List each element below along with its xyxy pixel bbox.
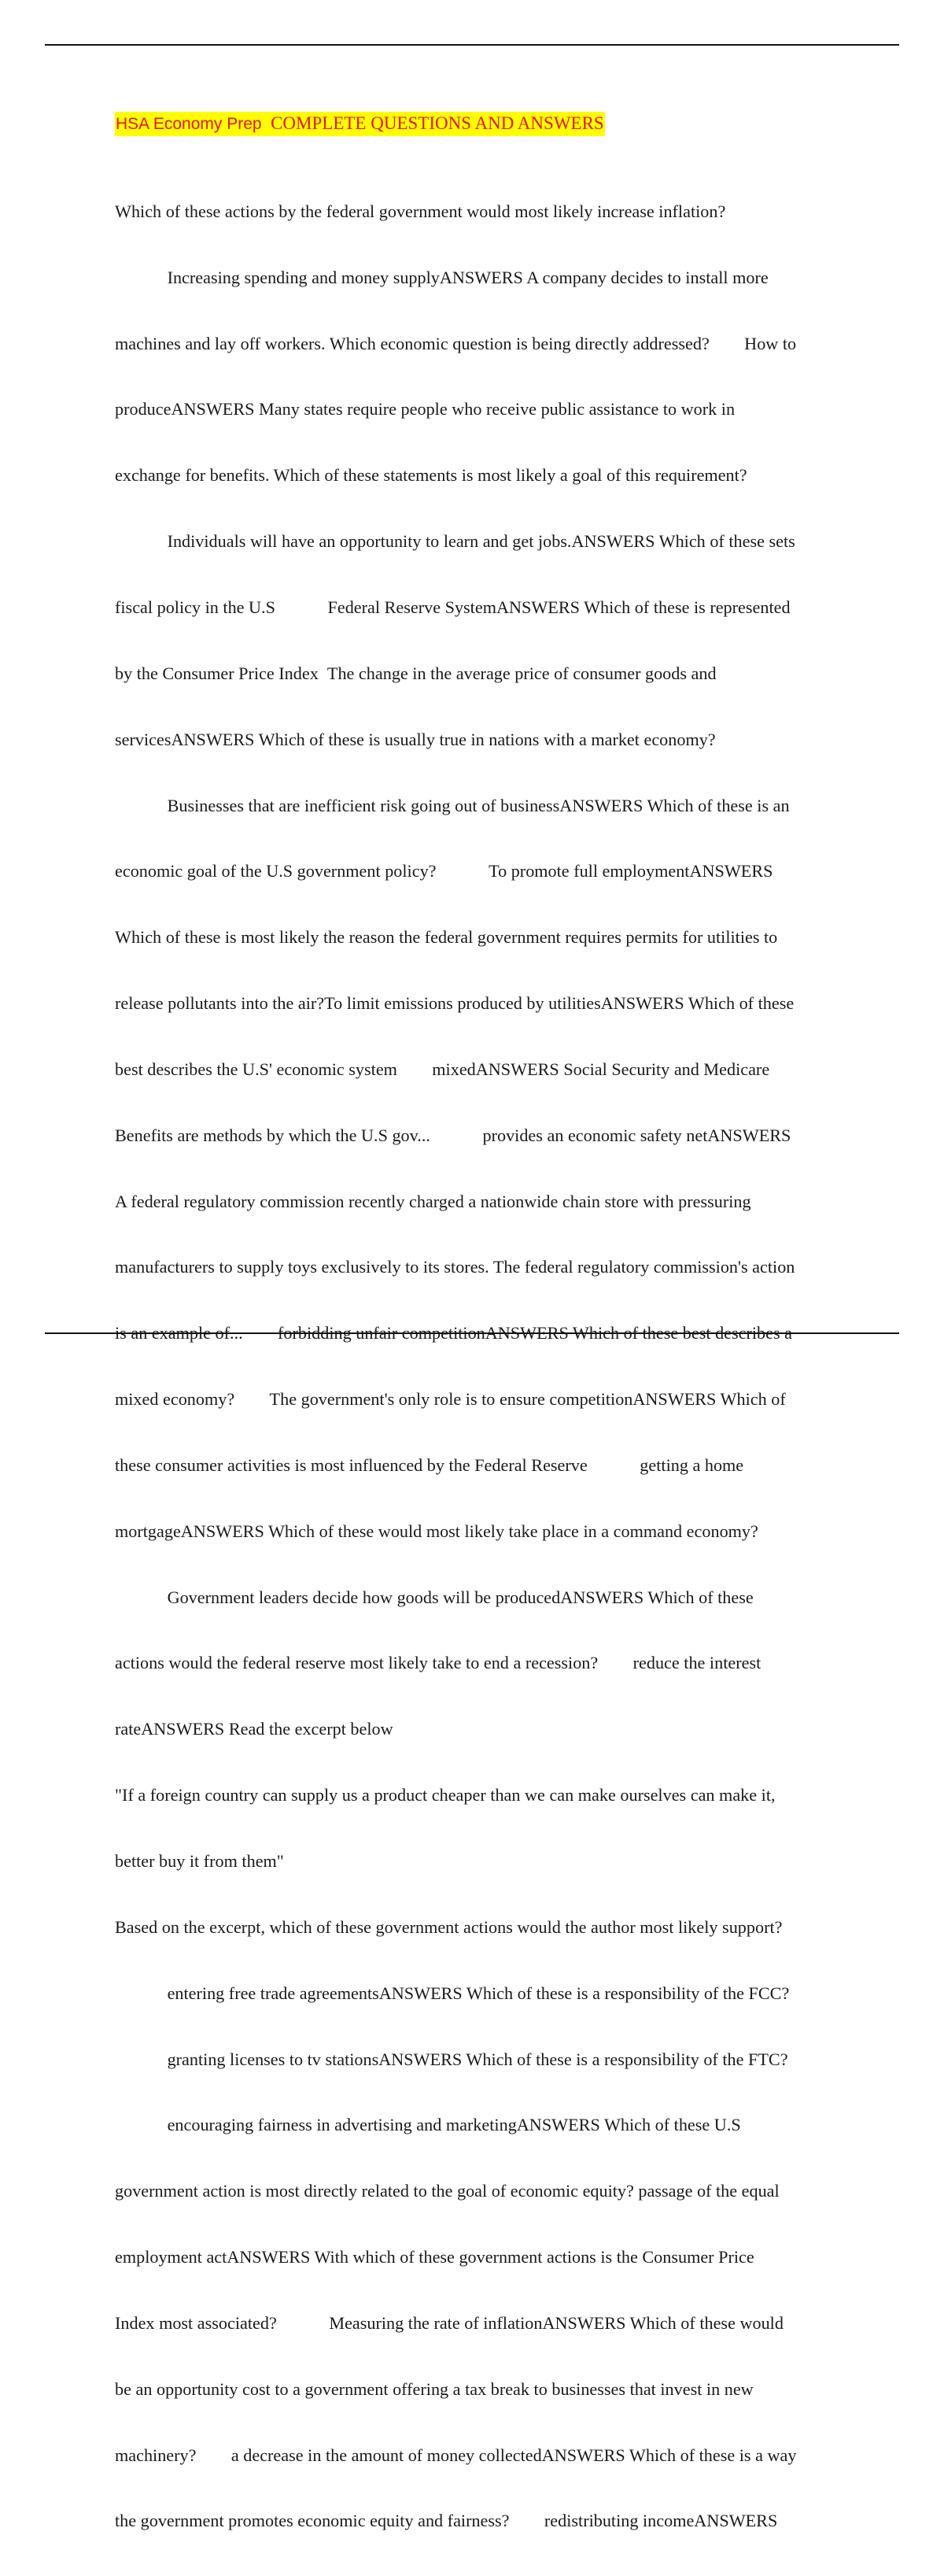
- body-line: encouraging fairness in advertising and marketingANSWERS Which of these U.S: [115, 2115, 741, 2135]
- body-line: is an example of... forbidding unfair competitionANSWERS Which of these best describes a: [115, 1323, 793, 1343]
- body-line: Which of these actions by the federal government would most likely increase inflation?: [115, 201, 726, 221]
- body-line: release pollutants into the air?To limit emissions produced by utilitiesANSWERS Which of these: [115, 993, 795, 1014]
- body-line: be an opportunity cost to a government offering a tax break to businesses that invest in new: [115, 2378, 754, 2399]
- document-title: [115, 112, 605, 136]
- body-line: the government promotes economic equity and fairness? redistributing incomeANSWERS: [115, 2511, 778, 2531]
- body-line: Index most associated? Measuring the rate of inflationANSWERS Which of these would: [115, 2312, 784, 2333]
- body-line: granting licenses to tv stationsANSWERS Which of these is a responsibility of the FTC?: [115, 2049, 788, 2069]
- header-rule: [45, 44, 899, 46]
- body-line: machines and lay off workers. Which economic question is being directly addressed? How to: [115, 333, 797, 353]
- body-line: servicesANSWERS Which of these is usually true in nations with a market economy?: [115, 729, 716, 749]
- footer-rule: [45, 1332, 899, 1334]
- body-line: produceANSWERS Many states require people who receive public assistance to work in: [115, 399, 736, 419]
- body-line: Based on the excerpt, which of these government actions would the author most likely support?: [115, 1916, 783, 1937]
- document-page: [115, 112, 858, 2576]
- body-line: economic goal of the U.S government policy? To promote full employmentANSWERS: [115, 861, 773, 881]
- body-line: machinery? a decrease in the amount of money collectedANSWERS Which of these is a way: [115, 2445, 797, 2465]
- body-line: best describes the U.S' economic system mixedANSWERS Social Security and Medicare: [115, 1059, 770, 1079]
- body-line: Which of these is most likely the reason the federal government requires permits for utilities to: [115, 927, 778, 948]
- body-line: better buy it from them": [115, 1851, 284, 1871]
- body-line: rateANSWERS Read the excerpt below: [115, 1719, 393, 1739]
- body-line: mortgageANSWERS Which of these would most likely take place in a command economy?: [115, 1521, 758, 1541]
- body-line: mixed economy? The government's only role is to ensure competitionANSWERS Which of: [115, 1389, 786, 1410]
- body-line: these consumer activities is most influenced by the Federal Reserve getting a home: [115, 1454, 744, 1475]
- body-line: exchange for benefits. Which of these statements is most likely a goal of this requirement?: [115, 465, 747, 486]
- title-sans-part: HSA Economy Prep: [116, 115, 262, 133]
- body-line: fiscal policy in the U.S Federal Reserve SystemANSWERS Which of these is represented: [115, 597, 791, 617]
- body-line: employment actANSWERS With which of these government actions is the Consumer Price: [115, 2247, 754, 2267]
- body-line: manufacturers to supply toys exclusively to its stores. The federal regulatory commission's action: [115, 1257, 795, 1277]
- body-line: Increasing spending and money supplyANSWERS A company decides to install more: [115, 267, 769, 287]
- body-line: Businesses that are inefficient risk going out of businessANSWERS Which of these is an: [115, 795, 790, 815]
- body-line: government action is most directly related to the goal of economic equity? passage of the equal: [115, 2181, 780, 2201]
- body-line: Benefits are methods by which the U.S gov... provides an economic safety netANSWERS: [115, 1125, 791, 1145]
- body-line: A federal regulatory commission recently charged a nationwide chain store with pressuring: [115, 1191, 751, 1211]
- title-serif-part: COMPLETE QUESTIONS AND ANSWERS: [271, 113, 604, 133]
- body-line: actions would the federal reserve most likely take to end a recession? reduce the interest: [115, 1653, 761, 1673]
- body-line: Government leaders decide how goods will be producedANSWERS Which of these: [115, 1587, 754, 1607]
- body-line: "If a foreign country can supply us a product cheaper than we can make ourselves can make it,: [115, 1785, 776, 1805]
- body-line: by the Consumer Price Index The change in the average price of consumer goods and: [115, 663, 717, 683]
- document-body: [115, 157, 858, 2576]
- body-line: entering free trade agreementsANSWERS Which of these is a responsibility of the FCC?: [115, 1983, 790, 2003]
- body-line: Individuals will have an opportunity to learn and get jobs.ANSWERS Which of these sets: [115, 531, 795, 552]
